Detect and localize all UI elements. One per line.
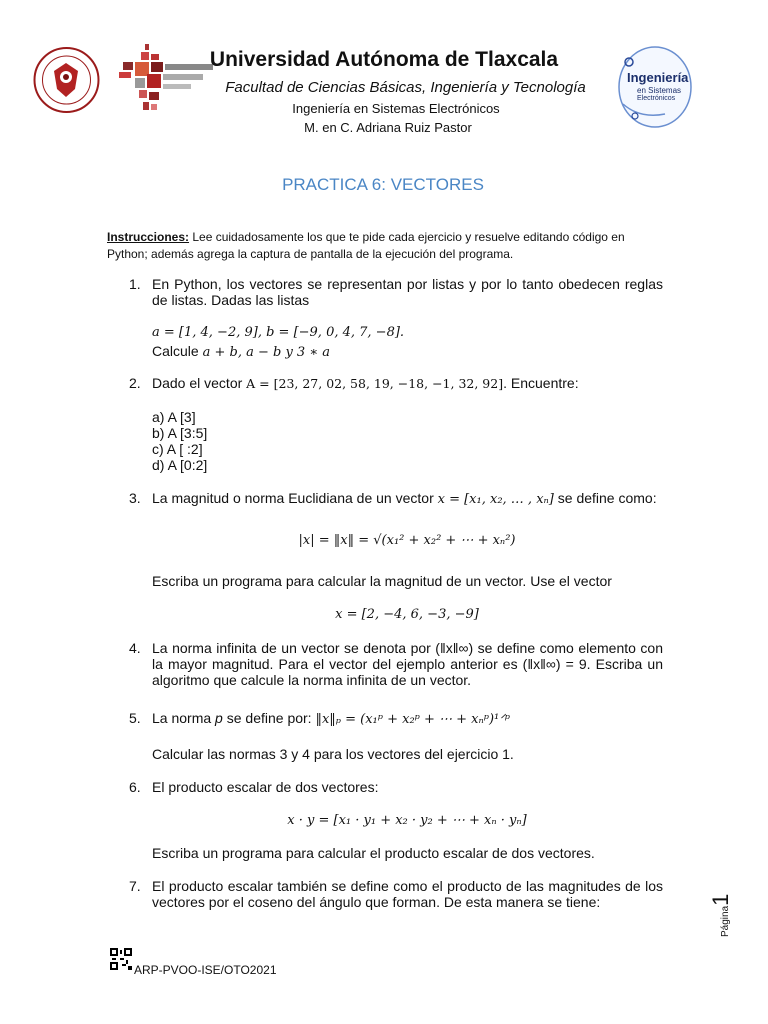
university-name: Universidad Autónoma de Tlaxcala (209, 48, 559, 71)
exercise-text-end: . Encuentre: (503, 375, 579, 391)
exercise-text-end: se define como: (553, 490, 657, 506)
exercise-6 (129, 779, 663, 797)
exercise-3-text2: Escriba un programa para calcular la magnitud de un vector. Use el vector (152, 573, 612, 589)
exercise-text: Dado el vector (152, 375, 247, 391)
p-symbol: p (215, 710, 223, 726)
exercise-2 (129, 375, 663, 393)
instructions-label: Instrucciones: (107, 230, 190, 244)
exercise-6-text2: Escriba un programa para calcular el producto escalar de dos vectores. (152, 845, 595, 861)
ingenieria-logo (615, 44, 695, 130)
page-digit: 1 (708, 893, 733, 906)
exercise-text: La norma infinita de un vector se denota por (‖x‖∞) se define como elemento con la mayor magnitud. Para el vector del ejemplo anterior es (‖x‖∞) = 9. Escriba un algoritmo que calcule la norma infinita de un vector. (152, 640, 663, 688)
logo-text-line1: Ingeniería (627, 70, 689, 85)
exercise-number: 1. (129, 276, 141, 292)
instructions (107, 229, 667, 263)
logo-text-line2: en Sistemas (637, 86, 682, 95)
professor-name: M. en C. Adriana Ruiz Pastor (304, 120, 472, 135)
dot-product-equation: x · y = [x₁ · y₁ + x₂ · y₂ + ⋯ + xₙ · yₙ] (287, 813, 527, 828)
option-a: a) A [3] (152, 409, 196, 425)
exercise-number: 7. (129, 878, 141, 894)
exercise-number: 4. (129, 640, 141, 656)
exercise-text: La norma (152, 710, 216, 726)
option-b: b) A [3:5] (152, 425, 208, 441)
p-norm-math: ‖x‖ₚ = (x₁ᵖ + x₂ᵖ + ⋯ + xₙᵖ)¹ᐟᵖ (315, 712, 510, 727)
exercise-number: 3. (129, 490, 141, 506)
exercise-1 (129, 276, 663, 316)
vector-example: x = [2, −4, 6, −3, −9] (335, 607, 479, 622)
calc-prefix: Calcule (152, 343, 203, 359)
logo-text-line3: Electrónicos (637, 95, 676, 102)
option-d: d) A [0:2] (152, 457, 208, 473)
page-number (697, 880, 737, 940)
practice-title: PRACTICA 6: VECTORES (282, 175, 484, 194)
exercise-text: La magnitud o norma Euclidiana de un vector (152, 490, 438, 506)
exercise-7 (129, 878, 663, 914)
exercise-text: El producto escalar también se define como el producto de las magnitudes de los vectores por el coseno del ángulo que forman. De esta manera se tiene: (152, 878, 663, 910)
page-label: Página (720, 905, 731, 937)
vector-math: x = [x₁, x₂, … , xₙ] (437, 492, 554, 507)
option-c: c) A [ :2] (152, 441, 203, 457)
qr-code-icon (110, 948, 132, 970)
footer-code: ARP-PVOO-ISE/OTO2021 (134, 963, 277, 977)
exercise-5-text2: Calcular las normas 3 y 4 para los vectores del ejercicio 1. (152, 746, 514, 762)
career-name: Ingeniería en Sistemas Electrónicos (292, 101, 500, 116)
exercise-5 (129, 710, 663, 730)
exercise-4 (129, 640, 663, 690)
faculty-name: Facultad de Ciencias Básicas, Ingeniería y Tecnología (225, 79, 586, 96)
exercise-text-mid: se define por: (222, 710, 316, 726)
vector-math: A = [23, 27, 02, 58, 19, −18, −1, 32, 92] (246, 376, 504, 391)
calc-math: a + b, a − b y 3 ∗ a (202, 345, 331, 360)
instructions-text: Lee cuidadosamente los que te pide cada ejercicio y resuelve editando código en Python; además agrega la captura de pantalla de la ejecución del programa. (107, 230, 625, 261)
exercise-3 (129, 490, 663, 508)
norm-equation: |x| = ‖x‖ = √(x₁² + x₂² + ⋯ + xₙ²) (298, 533, 516, 548)
exercise-text: El producto escalar de dos vectores: (152, 779, 379, 795)
exercise-number: 2. (129, 375, 141, 391)
exercise-number: 6. (129, 779, 141, 795)
exercise-number: 5. (129, 710, 141, 726)
exercise-1-lists: a = [1, 4, −2, 9], b = [−9, 0, 4, 7, −8]. (152, 325, 405, 340)
exercise-1-calc (152, 343, 330, 361)
exercise-text: En Python, los vectores se representan por listas y por lo tanto obedecen reglas de listas. Dadas las listas (152, 276, 663, 308)
